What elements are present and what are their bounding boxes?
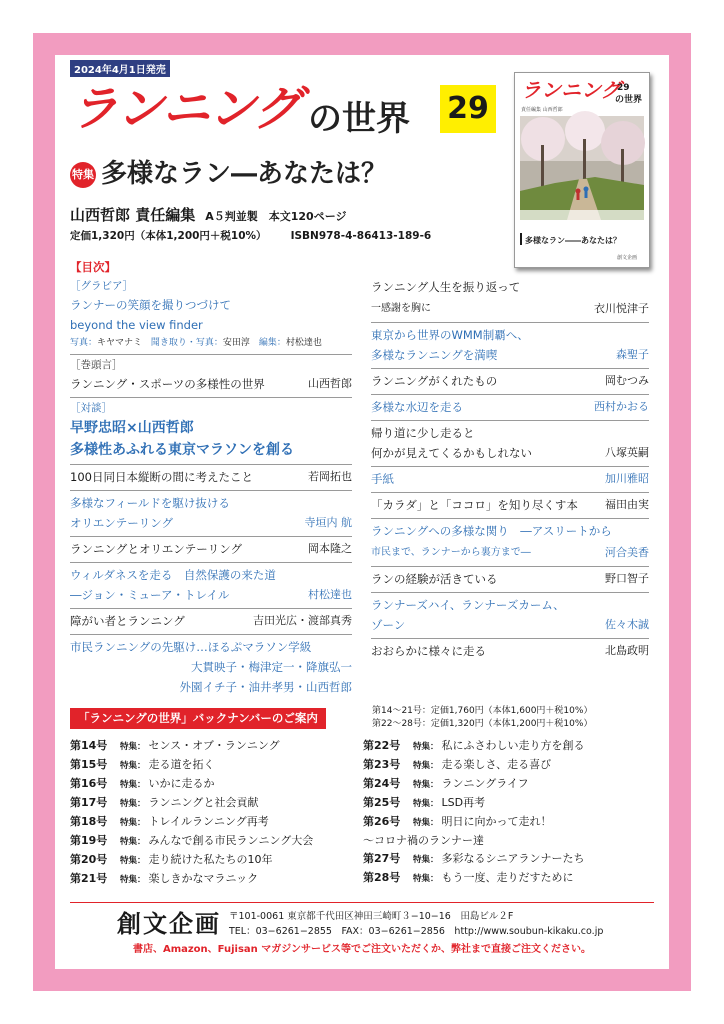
backnumber-item: 第14号 特集： センス・オブ・ランニング [70,739,280,752]
gravure-credits: 写真：キヤマナミ 聞き取り・写真：安田淳 編集：村松達也 [70,338,322,348]
magazine-title-suffix: の世界 [308,99,410,139]
order-note: 書店、Amazon、Fujisan マガジンサービス等でご注文いただくか、弊社まで直接ご注文ください。 [132,944,592,955]
publisher-address: 〒101-0061 東京都千代田区神田三崎町３−10−16 田島ビル２F TEL：03−6261−2855 FAX：03−6261−2856 http://www.soubun-kikaku.co.jp [229,911,604,937]
editor-line [70,205,347,227]
entry-authors: 外園イチ子・油井孝男・山西哲郎 [179,680,352,694]
cover-image [514,72,650,268]
toc-heading: 【目次】 [70,260,116,274]
toc-gravure [70,276,352,355]
entry-line1: 多様なフィールドを駆け抜ける [70,496,230,510]
backnumber-item: 第19号 特集： みんなで創る市民ランニング大会 [70,834,314,847]
backnumber-item: 第23号 特集： 走る楽しさ、走る喜び [363,758,552,771]
magazine-title: ランニング [70,81,300,137]
cover-editor: 責任編集 山西哲郎 [521,107,563,113]
toc-item: ランニングがくれたもの 岡むつみ [371,369,649,395]
backnumber-prices: 第14〜21号：定価1,760円（本体1,600円＋税10%） 第22〜28号：定価1,320円（本体1,200円＋税10%） [372,706,593,729]
backnumber-item: 第25号 特集： LSD再考 [363,796,486,809]
section-label: ［グラビア］ [70,280,133,292]
editor-name: 山西哲郎 責任編集 [70,206,196,224]
toc-citizen [70,635,352,700]
toc-left-column [70,258,352,700]
feature-title: 多様なラン―あなたは？ [101,159,388,189]
entry-title: ランナーの笑顔を撮りつづけて [70,298,231,312]
section-label: ［巻頭言］ [70,359,123,371]
section-label: ［対談］ [70,402,112,414]
publisher-name: 創文企画 [117,910,221,938]
entry-title: 早野忠昭×山西哲郎 [70,420,194,436]
toc-item [70,465,352,491]
toc-item [70,609,352,635]
backnumber-item: 第18号 特集： トレイルランニング再考 [70,815,269,828]
toc-dialogue [70,398,352,465]
backnumber-title: 「ランニングの世界」バックナンバーのご案内 [70,708,326,729]
backnumber-item-continued: 〜コロナ禍のランナー達 [363,834,484,847]
backnumber-item: 第16号 特集： いかに走るか [70,777,215,790]
backnumber-item: 第24号 特集： ランニングライフ [363,777,529,790]
toc-opening [70,355,352,398]
volume-number: 29 [440,85,496,133]
entry-line1: ウィルダネスを走る 自然保護の来た道 [70,568,276,582]
cover-publisher: 創文企画 [617,255,638,261]
toc-item: 多様な水辺を走る 西村かおる [371,395,649,421]
entry-subtitle: 多様性あふれる東京マラソンを創る [70,442,294,458]
backnumber-right [363,737,585,888]
cover-title-suffix: の世界 [615,95,643,105]
cover-title: ランニング [521,78,621,102]
backnumber-item: 第20号 特集： 走り続けた私たちの10年 [70,853,273,866]
price: 定価1,320円（本体1,200円＋税10%） [70,230,267,242]
backnumber-item: 第17号 特集： ランニングと社会貢献 [70,796,259,809]
divider [70,902,654,903]
entry-subtitle: beyond the view finder [70,318,203,332]
isbn: ISBN978-4-86413-189-6 [290,230,432,242]
cover-illustration [515,73,649,267]
backnumber-left [70,737,313,889]
toc-item: ランニング人生を振り返って 一感謝を胸に 衣川悦津子 [371,275,649,323]
toc-item: ランの経験が活きている 野口智子 [371,567,649,593]
toc-right-column [371,275,649,664]
toc-item: ランニングへの多様な関り ―アスリートから 市民まで、ランナーから裏方まで― 河合美香 [371,519,649,567]
flyer-sheet [55,55,669,969]
entry-line: 障がい者とランニング 吉田光広・渡部真秀 [70,614,352,628]
toc-item: 手紙 加川雅昭 [371,467,649,493]
entry-author: 山西哲郎 [308,377,352,390]
cover-volume: 29 [617,83,630,93]
toc-item [70,563,352,609]
publisher-contact: TEL：03−6261−2855 FAX：03−6261−2856 http://www.soubun-kikaku.co.jp [229,926,604,937]
backnumber-item: 第15号 特集： 走る道を拓く [70,758,215,771]
release-date: 2024年4月1日発売 [70,60,170,77]
entry-line: ―ジョン・ミューア・トレイル 村松達也 [70,588,352,602]
backnumber-item: 第26号 特集： 明日に向かって走れ！ [363,815,552,828]
toc-item: 東京から世界のWMM制覇へ、 多様なランニングを満喫 森聖子 [371,323,649,369]
backnumber-item: 第28号 特集： もう一度、走りだすために [363,871,574,884]
backnumber-item: 第27号 特集： 多彩なるシニアランナーたち [363,852,585,865]
entry-line: 100日同日本縦断の間に考えたこと 若岡拓也 [70,470,352,484]
entry-authors: 大貫映子・梅津定一・降旗弘一 [191,660,352,674]
feature-badge: 特集 [70,162,96,188]
toc-item [70,537,352,563]
toc-item: おおらかに様々に走る 北島政明 [371,644,649,658]
backnumber-item: 第21号 特集： 楽しきかなマラニック [70,872,259,885]
price-line [70,229,431,243]
toc-item: 帰り道に少し走ると 何かが見えてくるかもしれない 八塚英嗣 [371,421,649,467]
entry-line: オリエンテーリング 寺垣内 航 [70,516,352,530]
entry-line: ランニングとオリエンテーリング 岡本隆之 [70,542,352,556]
backnumber-item: 第22号 特集： 私にふさわしい走り方を創る [363,739,585,752]
toc-item [70,491,352,537]
entry-line: ランニング・スポーツの多様性の世界 山西哲郎 [70,374,352,394]
cover-feature: 多様なラン――あなたは？ [525,236,621,245]
toc-item: 「カラダ」と「ココロ」を知り尽くす本 福田由実 [371,493,649,519]
entry-title: 市民ランニングの先駆け…ほるぷマラソン学級 [70,640,312,654]
toc-item: ランナーズハイ、ランナーズカーム、 ゾーン 佐々木誠 [371,593,649,639]
book-spec: A５判並製 本文120ページ [205,210,347,223]
